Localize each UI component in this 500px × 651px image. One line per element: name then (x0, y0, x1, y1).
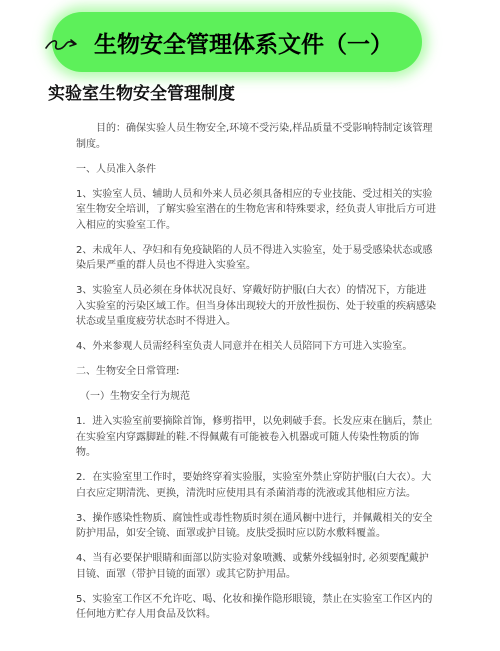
purpose-paragraph: 目的：确保实验人员生物安全,环境不受污染,样品质量不受影响特制定该管理制度。 (76, 123, 433, 150)
section-heading: 一、人员准入条件 (76, 163, 156, 175)
page-title: 生物安全管理体系文件（一） (94, 32, 393, 58)
section-heading: 二、生物安全日常管理: (76, 366, 180, 377)
list-item: 5、实验室工作区不允许吃、喝、化妆和操作隐形眼镜，禁止在实验室工作区内的任何地方贮存人用食品及饮料。 (76, 593, 433, 620)
document-body (76, 121, 436, 632)
list-item: 4、外来参观人员需经科室负责人同意并在相关人员陪同下方可进入实验室。 (76, 341, 413, 352)
list-item: 3、实验室人员必须在身体状况良好、穿戴好防护服(白大衣）的情况下，方能进入实验室的污染区域工作。但当身体出现较大的开放性损伤、处于较重的疾病感染状态或呈重度疲劳状态时不得进入。 (76, 285, 436, 327)
list-item: 1、实验室人员、辅助人员和外来人员必须具备相应的专业技能、受过相关的实验室生物安全培训，了解实验室潜在的生物危害和特殊要求，经负责人审批后方可进入相应的实验室工作。 (76, 188, 436, 231)
document-subtitle: 实验室生物安全管理制度 (48, 84, 235, 104)
list-item: 2．在实验室里工作时，要始终穿着实验服，实验室外禁止穿防护服(白大衣）。大白衣应定期清洗、更换，清洗时应使用具有杀菌消毒的洗液或其他相应方法。 (76, 472, 432, 499)
swirl-doodle-icon (44, 36, 80, 54)
list-item: 1．进入实验室前要摘除首饰，修剪指甲，以免刺破手套。长发应束在脑后，禁止在实验室内穿露脚趾的鞋.不得佩戴有可能被卷入机器或可随人传染性物质的饰物。 (76, 416, 433, 458)
subsection-heading: （一）生物安全行为规范 (80, 391, 190, 402)
list-item: 3、操作感染性物质、腐蚀性或毒性物质时须在通风橱中进行，并佩戴相关的安全防护用品，如安全镜、面罩或护目镜。皮肤受损时应以防水敷料覆盖。 (76, 512, 433, 539)
list-item: 2、未成年人、孕妇和有免疫缺陷的人员不得进入实验室，处于易受感染状态或感染后果严重的群人员也不得进入实验室。 (76, 244, 433, 271)
list-item: 4、当有必要保护眼睛和面部以防实验对象喷溅、或紫外线辐射时, 必须要配戴护目镜、面罩（带护目镜的面罩）或其它防护用品。 (76, 553, 429, 580)
